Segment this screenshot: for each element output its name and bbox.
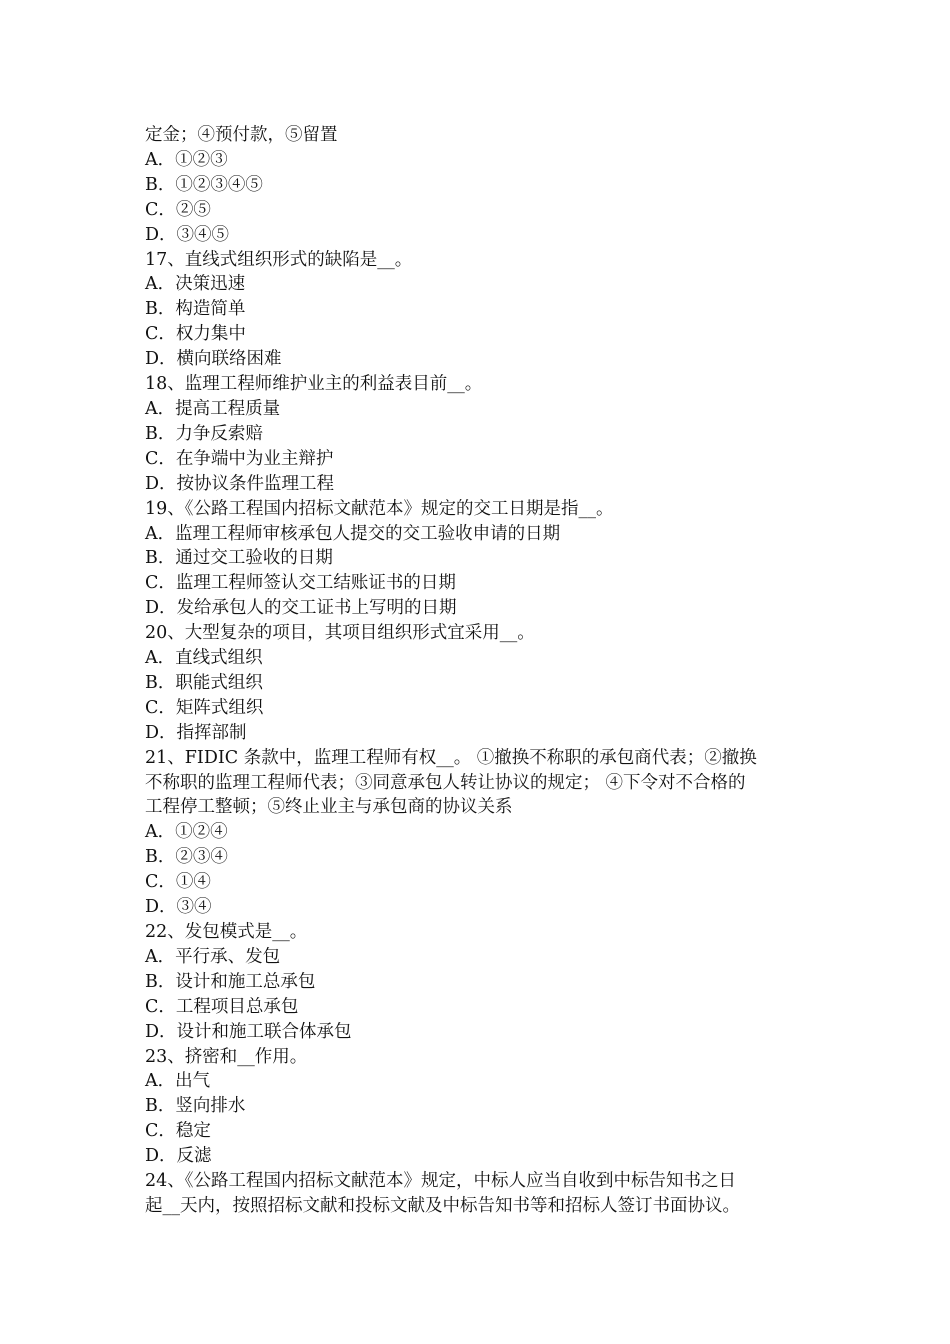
- option-line: B．设计和施工总承包: [145, 971, 316, 992]
- option-line: A．直线式组织: [145, 648, 263, 669]
- option-line: C．稳定: [145, 1121, 211, 1142]
- option-line: C．工程项目总承包: [145, 996, 299, 1017]
- option-line: B．构造简单: [145, 299, 246, 320]
- question-line: 24、《公路工程国内招标文献范本》规定，中标人应当自收到中标告知书之日: [145, 1171, 737, 1192]
- option-line: B．竖向排水: [145, 1096, 246, 1117]
- option-line: B．力争反索赔: [145, 423, 263, 444]
- option-line: A．出气: [145, 1071, 211, 1092]
- question-line: 19、《公路工程国内招标文献范本》规定的交工日期是指__。: [145, 498, 614, 519]
- option-line: B．通过交工验收的日期: [145, 548, 333, 569]
- option-line: A．①②④: [145, 822, 228, 843]
- option-line: A．平行承、发包: [145, 946, 281, 967]
- question-line: 23、挤密和__作用。: [145, 1046, 308, 1067]
- question-line: 17、直线式组织形式的缺陷是__。: [145, 249, 413, 270]
- option-line: D．设计和施工联合体承包: [145, 1021, 352, 1042]
- question-line: 不称职的监理工程师代表；③同意承包人转让协议的规定； ④下令对不合格的: [145, 772, 746, 793]
- option-line: D．指挥部制: [145, 722, 247, 743]
- question-line: 22、发包模式是__。: [145, 922, 308, 942]
- question-line: 21、FIDIC 条款中，监理工程师有权__。 ①撤换不称职的承包商代表；②撤换: [145, 747, 757, 768]
- option-line: D．反滤: [145, 1146, 212, 1167]
- option-line: D．按协议条件监理工程: [145, 473, 335, 494]
- option-line: A．提高工程质量: [145, 398, 281, 419]
- option-line: D．发给承包人的交工证书上写明的日期: [145, 598, 457, 619]
- option-line: B．职能式组织: [145, 672, 263, 693]
- option-line: C．②⑤: [145, 199, 211, 220]
- option-line: C．权力集中: [145, 324, 246, 345]
- text-line: 定金；④预付款，⑤留置: [145, 125, 338, 145]
- option-line: C．①④: [145, 872, 211, 893]
- option-line: A．监理工程师审核承包人提交的交工验收申请的日期: [145, 523, 561, 544]
- question-line: 工程停工整顿；⑤终止业主与承包商的协议关系: [145, 797, 513, 818]
- option-line: A．决策迅速: [145, 274, 246, 295]
- option-line: C．在争端中为业主辩护: [145, 448, 334, 469]
- document-body: [145, 123, 810, 1219]
- option-line: D．③④: [145, 897, 212, 918]
- option-line: C．监理工程师签认交工结账证书的日期: [145, 573, 456, 594]
- question-line: 20、大型复杂的项目，其项目组织形式宜采用__。: [145, 623, 535, 644]
- question-line: 起__天内，按照招标文献和投标文献及中标告知书等和招标人签订书面协议。: [145, 1195, 740, 1216]
- option-line: B．①②③④⑤: [145, 174, 263, 195]
- option-line: C．矩阵式组织: [145, 697, 264, 718]
- option-line: D．③④⑤: [145, 224, 230, 245]
- option-line: A．①②③: [145, 149, 228, 170]
- option-line: B．②③④: [145, 847, 228, 868]
- question-line: 18、监理工程师维护业主的利益表目前__。: [145, 374, 483, 395]
- option-line: D．横向联络困难: [145, 349, 282, 370]
